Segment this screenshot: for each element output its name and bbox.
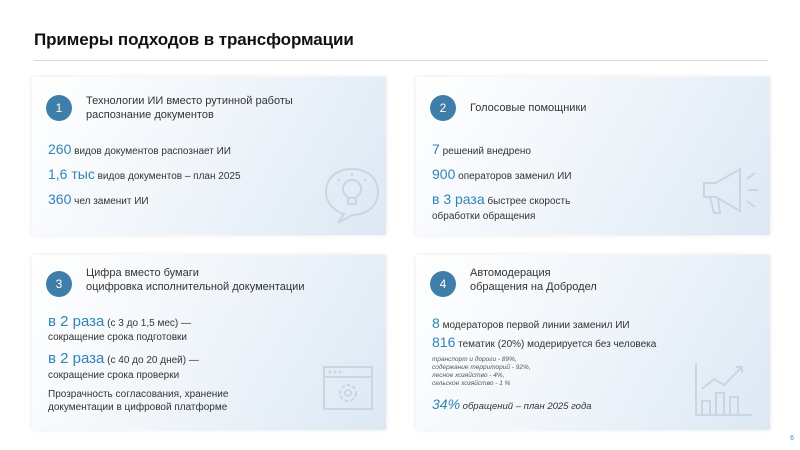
stat-value: 7: [432, 141, 440, 157]
card-heading-line: обращения на Добродел: [470, 281, 597, 293]
page-number: 6: [790, 435, 794, 442]
stat-value: в 3 раза: [432, 191, 485, 207]
stat-text: обращений – план 2025 года: [462, 401, 592, 412]
stat-text: видов документов – план 2025: [97, 171, 241, 182]
stat-row: [432, 141, 531, 157]
stat-row: [48, 350, 199, 367]
stat-value: 1,6 тыс: [48, 166, 95, 182]
card-note-line: документации в цифровой платформе: [48, 402, 228, 413]
stat-continuation: обработки обращения: [432, 211, 536, 222]
card-heading: Голосовые помощники: [470, 102, 587, 114]
stat-row: [432, 166, 572, 182]
stat-value: 900: [432, 166, 456, 182]
slide-title: Примеры подходов в трансформации: [34, 30, 354, 49]
stat-text: (с 40 до 20 дней) —: [107, 355, 199, 366]
stat-text: быстрее скорость: [487, 196, 571, 207]
card-number-badge: 4: [430, 271, 456, 297]
stat-text: модераторов первой линии заменил ИИ: [442, 320, 630, 331]
card-number-badge: 2: [430, 95, 456, 121]
card-auto-moderation: [416, 255, 770, 430]
stat-row: [432, 315, 630, 331]
card-heading-line: Автомодерация: [470, 267, 551, 279]
megaphone-icon: [698, 161, 764, 223]
stat-text: (с 3 до 1,5 мес) —: [107, 318, 192, 329]
stat-row: [48, 313, 191, 330]
list-item: сельское хозяйство - 1 %: [432, 380, 511, 387]
card-heading: [86, 266, 304, 294]
stat-text: тематик (20%) модерируется без человека: [458, 339, 657, 350]
card-digital-instead-of-paper: [32, 255, 386, 430]
card-heading-line: оцифровка исполнительной документации: [86, 281, 305, 293]
card-heading-line: распознание документов: [86, 109, 214, 121]
stat-value: в 2 раза: [48, 313, 105, 330]
card-heading-line: Цифра вместо бумаги: [86, 267, 199, 279]
stat-continuation: сокращение срока подготовки: [48, 332, 188, 343]
growth-chart-icon: [692, 359, 756, 419]
card-number-badge: 1: [46, 95, 72, 121]
card-heading: [470, 266, 597, 294]
stat-row: [48, 141, 231, 157]
plan-stat: [432, 396, 592, 412]
card-note-line: Прозрачность согласования, хранение: [48, 389, 229, 400]
card-number-badge: 3: [46, 271, 72, 297]
card-note: [48, 388, 228, 414]
card-voice-assistants: [416, 77, 770, 235]
browser-gear-icon: [320, 361, 376, 415]
card-ai-document-recognition: [32, 77, 386, 235]
stat-value: 8: [432, 315, 440, 331]
stat-value: 816: [432, 334, 456, 350]
stat-row: [48, 166, 241, 182]
stat-text: операторов заменил ИИ: [458, 171, 572, 182]
stat-text: решений внедрено: [442, 146, 531, 157]
lightbulb-speech-bubble-icon: [322, 165, 382, 227]
stat-value: 260: [48, 141, 72, 157]
card-heading-line: Технологии ИИ вместо рутинной работы: [86, 95, 293, 107]
stat-row: [432, 334, 656, 350]
stat-row: [432, 191, 570, 207]
stat-continuation: сокращение срока проверки: [48, 370, 180, 381]
stat-value: 34%: [432, 396, 461, 412]
stat-text: чел заменит ИИ: [74, 196, 149, 207]
topic-breakdown-list: [432, 356, 531, 388]
list-item: лесное хозяйство - 4%,: [432, 372, 505, 379]
stat-row: [48, 191, 149, 207]
list-item: содержание территорий - 92%,: [432, 364, 531, 371]
list-item: транспорт и дороги - 89%,: [432, 356, 517, 363]
stat-value: 360: [48, 191, 72, 207]
title-divider: [34, 60, 768, 61]
stat-text: видов документов распознает ИИ: [74, 146, 231, 157]
stat-value: в 2 раза: [48, 350, 105, 367]
card-heading: [86, 94, 293, 122]
